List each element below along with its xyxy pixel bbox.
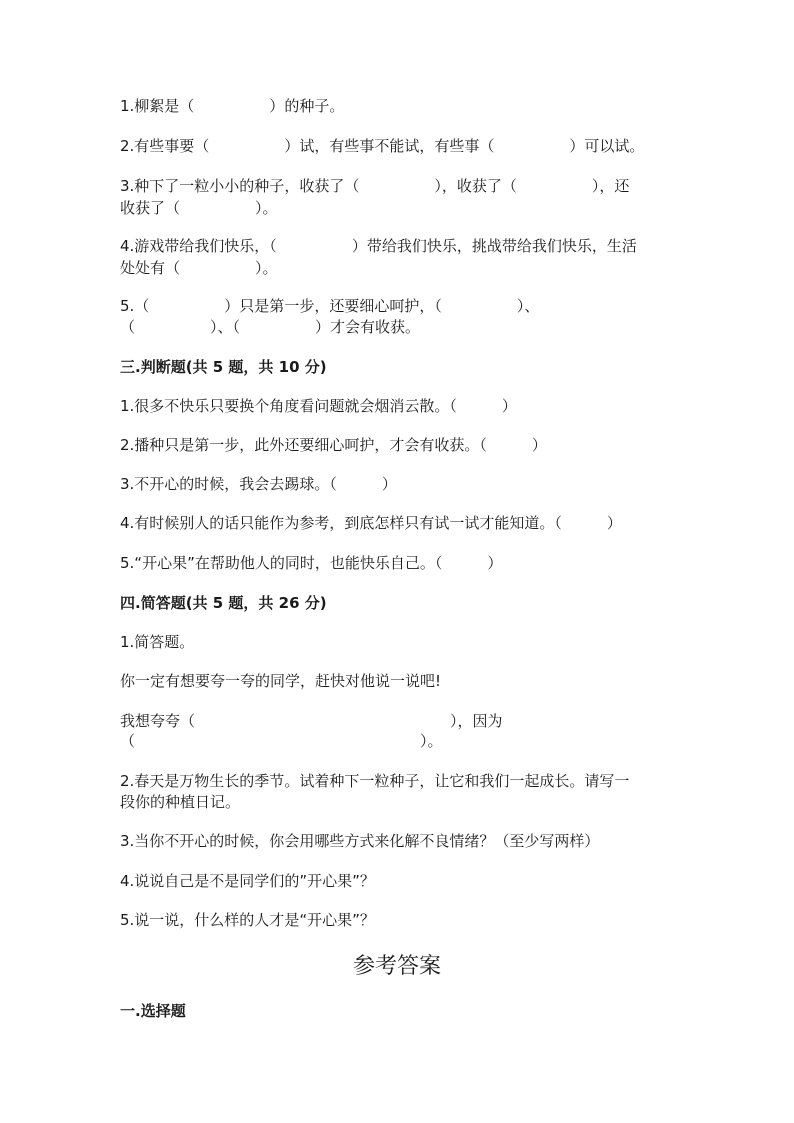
judge-item-1: 1.很多不快乐只要换个角度看问题就会烟消云散。（ ） xyxy=(120,397,517,415)
fill-blank-q3-line2: 收获了（ ）。 xyxy=(120,199,278,217)
fill-blank-q3-line1: 3.种下了一粒小小的种子，收获了（ ），收获了（ ），还 xyxy=(120,177,630,195)
fill-blank-q4-line1: 4.游戏带给我们快乐，（ ）带给我们快乐，挑战带给我们快乐，生活 xyxy=(120,237,637,255)
fill-blank-q5-line1: 5.（ ）只是第一步，还要细心呵护，（ ）、 xyxy=(120,297,540,315)
short-answer-q4: 4.说说自己是不是同学们的”开心果”？ xyxy=(120,872,375,890)
judge-heading: 三.判断题(共 5 题，共 10 分) xyxy=(120,358,327,376)
short-answer-heading: 四.简答题(共 5 题，共 26 分) xyxy=(120,594,327,612)
judge-item-2: 2.播种只是第一步，此外还要细心呵护，才会有收获。（ ） xyxy=(120,436,547,454)
short-answer-q5: 5.说一说，什么样的人才是“开心果”？ xyxy=(120,911,375,929)
short-answer-q1-fill-line2: （ ）。 xyxy=(120,732,443,750)
answers-section-1: 一.选择题 xyxy=(120,1002,186,1020)
short-answer-q1-title: 1.简答题。 xyxy=(120,633,195,651)
judge-item-5: 5.“开心果”在帮助他人的同时，也能快乐自己。（ ） xyxy=(120,554,503,572)
fill-blank-q4-line2: 处处有（ ）。 xyxy=(120,259,278,277)
short-answer-q1-fill-line1: 我想夸夸（ ），因为 xyxy=(120,712,503,730)
short-answer-q1-prompt: 你一定有想要夸一夸的同学，赶快对他说一说吧! xyxy=(120,672,442,690)
short-answer-q3: 3.当你不开心的时候，你会用哪些方式来化解不良情绪？（至少写两样） xyxy=(120,832,600,850)
fill-blank-q1: 1.柳絮是（ ）的种子。 xyxy=(120,97,345,115)
answers-title: 参考答案 xyxy=(352,954,441,979)
judge-item-4: 4.有时候别人的话只能作为参考，到底怎样只有试一试才能知道。（ ） xyxy=(120,514,622,532)
short-answer-q2-line1: 2.春天是万物生长的季节。试着种下一粒种子，让它和我们一起成长。请写一 xyxy=(120,772,630,790)
fill-blank-q5-line2: （ ）、（ ）才会有收获。 xyxy=(120,318,421,336)
judge-item-3: 3.不开心的时候，我会去踢球。（ ） xyxy=(120,475,397,493)
short-answer-q2-line2: 段你的种植日记。 xyxy=(120,793,241,811)
fill-blank-q2: 2.有些事要（ ）试，有些事不能试，有些事（ ）可以试。 xyxy=(120,137,645,155)
